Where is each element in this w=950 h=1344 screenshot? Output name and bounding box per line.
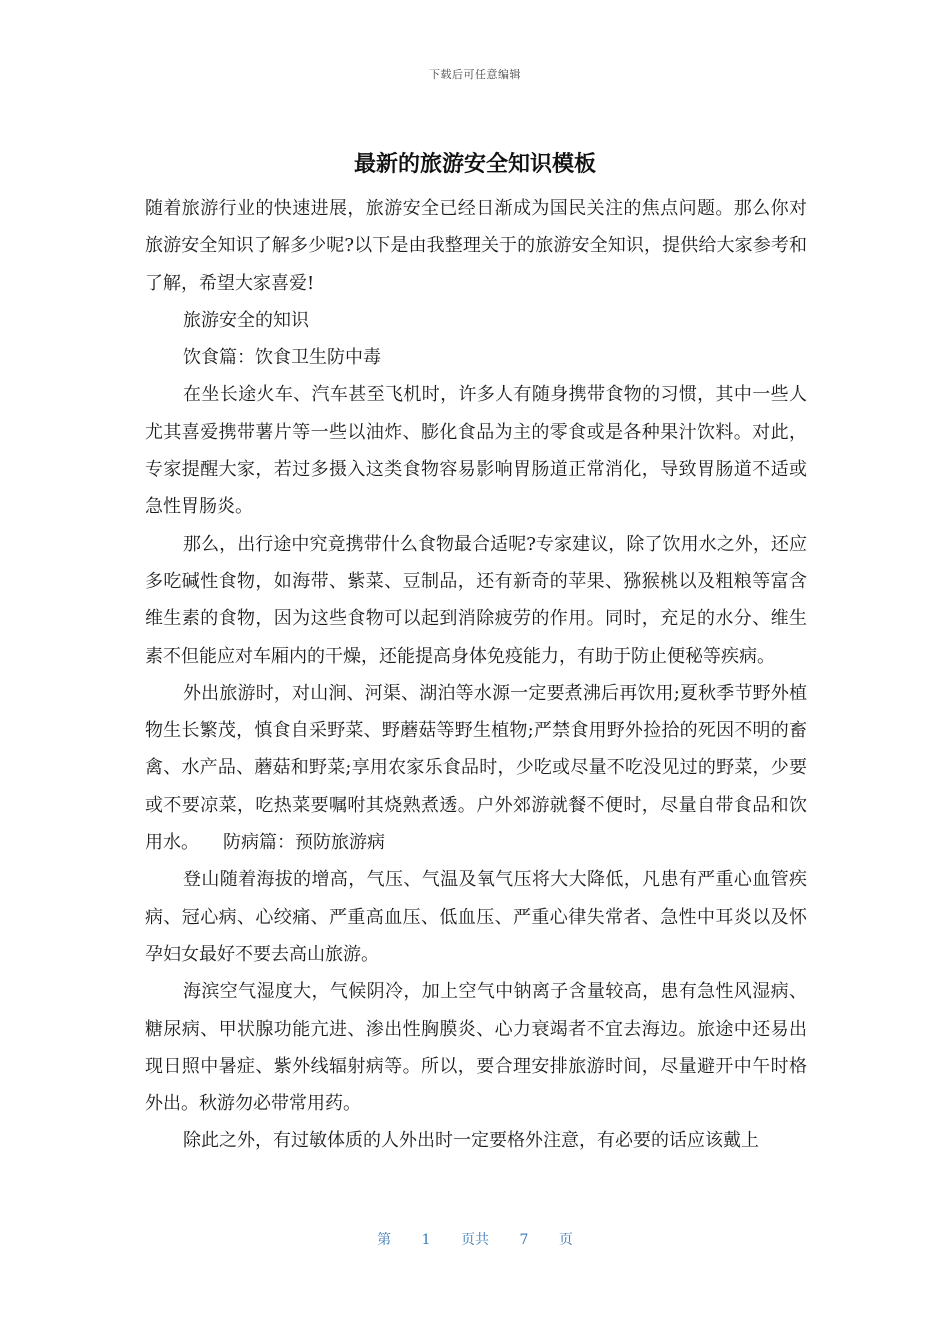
subsection-heading-disease: 防病篇：预防旅游病	[223, 832, 385, 854]
paragraph-outdoor-food	[145, 675, 807, 861]
section-heading: 旅游安全的知识	[183, 309, 309, 331]
footer-page-total: 7	[519, 1232, 529, 1248]
paragraph-seaside: 海滨空气湿度大，气候阴冷，加上空气中钠离子含量较高，患有急性风湿病、糖尿病、甲状腺功能亢进、渗出性胸膜炎、心力衰竭者不宜去海边。旅途中还易出现日照中暑症、紫外线辐射病等。所以，要合理安排旅游时间，尽量避开中午时格外出。秋游勿必带常用药。	[145, 981, 807, 1115]
paragraph-allergy: 除此之外，有过敏体质的人外出时一定要格外注意，有必要的话应该戴上	[183, 1130, 759, 1152]
document-body	[145, 190, 807, 1160]
paragraph-travel-food: 在坐长途火车、汽车甚至飞机时，许多人有随身携带食物的习惯，其中一些人尤其喜爱携带薯片等一些以油炸、膨化食品为主的零食或是各种果汁饮料。对此，专家提醒大家，若过多摄入这类食物容易影响胃肠道正常消化，导致胃肠道不适或急性胃肠炎。	[145, 384, 807, 518]
paragraph-intro: 随着旅游行业的快速进展，旅游安全已经日渐成为国民关注的焦点问题。那么你对旅游安全知识了解多少呢?以下是由我整理关于的旅游安全知识，提供给大家参考和了解，希望大家喜爱!	[145, 198, 807, 294]
footer-suffix: 页	[558, 1232, 573, 1248]
paragraph-mountain: 登山随着海拔的增高，气压、气温及氧气压将大大降低，凡患有严重心血管疾病、冠心病、心绞痛、严重高血压、低血压、严重心律失常者、急性中耳炎以及怀孕妇女最好不要去高山旅游。	[145, 869, 807, 965]
document-title: 最新的旅游安全知识模板	[353, 152, 596, 177]
paragraph-outdoor-food-text: 外出旅游时，对山涧、河渠、湖泊等水源一定要煮沸后再饮用;夏秋季节野外植物生长繁茂，慎食自采野菜、野蘑菇等野生植物;严禁食用野外捡拾的死因不明的畜禽、水产品、蘑菇和野菜;享用农家乐食品时，少吃或尽量不吃没见过的野菜，少要或不要凉菜，吃热菜要嘱咐其烧熟煮透。户外郊游就餐不便时，尽量自带食品和饮用水。	[145, 682, 807, 854]
subsection-heading-diet: 饮食篇：饮食卫生防中毒	[183, 347, 381, 369]
footer-prefix: 第	[377, 1232, 392, 1248]
footer-page-number: 1	[421, 1232, 431, 1248]
header-note: 下载后可任意编辑	[429, 68, 521, 81]
footer-middle: 页共	[461, 1232, 489, 1248]
page-footer	[0, 1229, 950, 1249]
paragraph-food-advice: 那么，出行途中究竟携带什么食物最合适呢?专家建议，除了饮用水之外，还应多吃碱性食物，如海带、紫菜、豆制品，还有新奇的苹果、猕猴桃以及粗粮等富含维生素的食物，因为这些食物可以起到消除疲劳的作用。同时，充足的水分、维生素不但能应对车厢内的干燥，还能提高身体免疫能力，有助于防止便秘等疾病。	[145, 533, 807, 667]
